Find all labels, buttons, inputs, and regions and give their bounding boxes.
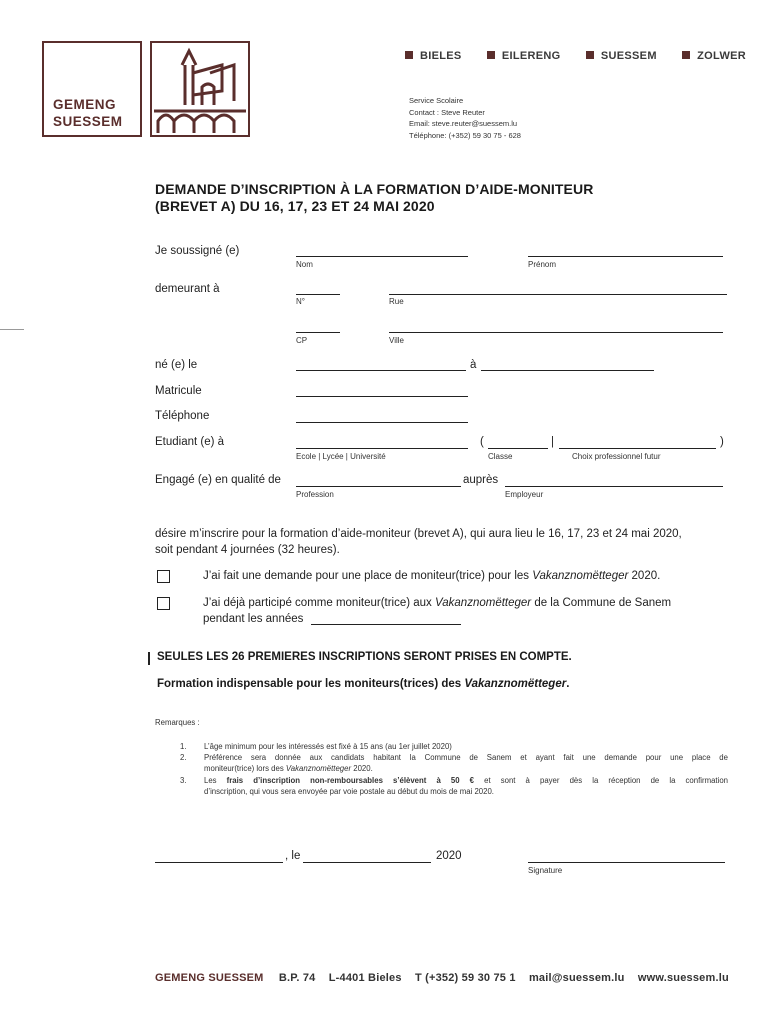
annees-field[interactable]	[311, 624, 461, 625]
classe-field[interactable]	[488, 448, 548, 449]
pipe-separator: |	[551, 436, 554, 448]
caption-classe: Classe	[488, 452, 513, 461]
contact-email: Email: steve.reuter@suessem.lu	[409, 119, 518, 128]
signature-field[interactable]	[528, 862, 725, 863]
check1-text	[203, 568, 660, 584]
remarque-num-3: 3.	[180, 776, 187, 785]
formation-post: .	[566, 678, 570, 690]
caption-prenom: Prénom	[528, 260, 557, 269]
lieu-naissance-field[interactable]	[481, 370, 654, 371]
profession-field[interactable]	[296, 486, 461, 487]
logo-text-line1: GEMENG	[53, 97, 117, 112]
remarques-label: Remarques :	[155, 718, 200, 727]
rue-field[interactable]	[389, 294, 727, 295]
village-eilereng: EILERENG	[501, 50, 561, 62]
contact-phone: Téléphone: (+352) 59 30 75 - 628	[409, 130, 521, 140]
square-bullet-icon	[682, 51, 690, 59]
footer-web: www.suessem.lu	[637, 972, 729, 984]
caption-nom: Nom	[296, 260, 313, 269]
formation-pre: Formation indispensable pour les moniteurs(trices) des	[157, 678, 465, 690]
paren-close: )	[720, 436, 724, 448]
remarque-1: L’âge minimum pour les intéressés est fixé à 15 ans (au 1er juillet 2020)	[204, 742, 452, 751]
remarque-3-bold: frais d’inscription non-remboursables s’élèvent à 50 €	[226, 776, 475, 785]
label-demeurant: demeurant à	[155, 283, 220, 295]
notice-formation	[157, 678, 569, 690]
lieu-signature-field[interactable]	[155, 862, 283, 863]
square-bullet-icon	[586, 51, 594, 59]
contact-service: Service Scolaire	[409, 96, 464, 105]
label-etudiant: Etudiant (e) à	[155, 436, 225, 448]
check2-line2: pendant les années	[203, 613, 304, 625]
contact-block	[409, 95, 521, 141]
label-a: à	[470, 359, 477, 371]
label-soussigne: Je soussigné (e)	[155, 245, 240, 257]
notice-seules: SEULES LES 26 PREMIERES INSCRIPTIONS SERONT PRISES EN COMPTE.	[157, 651, 572, 663]
title-line1: DEMANDE D’INSCRIPTION À LA FORMATION D’AIDE-MONITEUR	[155, 181, 594, 197]
square-bullet-icon	[487, 51, 495, 59]
numero-field[interactable]	[296, 294, 340, 295]
remarque-num-1: 1.	[180, 742, 187, 751]
caption-rue: Rue	[389, 297, 404, 306]
village-zolwer: ZOLWER	[697, 50, 747, 62]
village-bieles: BIELES	[420, 50, 462, 62]
caption-ville: Ville	[389, 336, 404, 345]
date-naissance-field[interactable]	[296, 370, 466, 371]
notice-bar	[148, 652, 150, 665]
footer-mail: mail@suessem.lu	[528, 972, 625, 984]
desire-line1: désire m’inscrire pour la formation d’aide-moniteur (brevet A), qui aura lieu le 16, 17, 23 et 24 mai 2020,	[155, 528, 682, 540]
margin-mark	[0, 329, 24, 330]
remarque-3-pre: Les	[204, 776, 227, 785]
label-matricule: Matricule	[155, 385, 202, 397]
caption-employeur: Employeur	[505, 490, 544, 499]
ecole-field[interactable]	[296, 448, 468, 449]
caption-profession: Profession	[296, 490, 334, 499]
remarque-2-pre: moniteur(trice) lors des	[204, 764, 286, 774]
remarque-2-post: 2020.	[351, 764, 373, 774]
label-engage: Engagé (e) en qualité de	[155, 474, 281, 486]
label-aupres: auprès	[463, 474, 499, 486]
caption-no: N°	[296, 297, 305, 306]
cp-field[interactable]	[296, 332, 340, 333]
footer-tel: T (+352) 59 30 75 1	[414, 972, 516, 984]
nom-field[interactable]	[296, 256, 468, 257]
remarque-2	[204, 752, 728, 774]
check2-post: de la Commune de Sanem	[531, 597, 672, 609]
square-bullet-icon	[405, 51, 413, 59]
village-suessem: SUESSEM	[600, 50, 657, 62]
remarque-2-line1: Préférence sera donnée aux candidats habitant la Commune de Sanem et ayant fait une demande pour une place de	[204, 753, 728, 762]
caption-cp: CP	[296, 336, 308, 345]
telephone-field[interactable]	[296, 422, 468, 423]
caption-signature: Signature	[528, 866, 563, 875]
label-ne: né (e) le	[155, 359, 198, 371]
check1-post: 2020.	[628, 570, 661, 582]
remarque-num-2: 2.	[180, 753, 187, 762]
check2-pre: J’ai déjà participé comme moniteur(trice) aux	[203, 597, 436, 609]
remarque-3-post: et sont à payer dès la réception de la confirmation	[474, 776, 728, 785]
document-title	[155, 181, 593, 215]
check1-em: Vakanznomëtteger	[532, 570, 629, 582]
label-year: 2020	[436, 850, 462, 862]
choix-field[interactable]	[559, 448, 716, 449]
remarque-3-line2: d’inscription, qui vous sera envoyée par voie postale au début du mois de mai 2020.	[204, 787, 494, 797]
footer	[155, 972, 729, 984]
date-signature-field[interactable]	[303, 862, 431, 863]
logo-emblem	[150, 41, 250, 137]
check1-pre: J’ai fait une demande pour une place de moniteur(trice) pour les	[203, 570, 533, 582]
checkbox-demande[interactable]	[157, 570, 170, 583]
caption-ecole: Ecole | Lycée | Université	[296, 452, 386, 461]
logo	[42, 41, 142, 137]
footer-bp: B.P. 74	[278, 972, 316, 984]
prenom-field[interactable]	[528, 256, 723, 257]
desire-paragraph	[155, 526, 682, 558]
check2-text	[203, 595, 671, 627]
remarque-3	[204, 775, 728, 797]
label-telephone: Téléphone	[155, 410, 210, 422]
checkbox-participe[interactable]	[157, 597, 170, 610]
employeur-field[interactable]	[505, 486, 723, 487]
logo-text-line2: SUESSEM	[53, 114, 123, 129]
ville-field[interactable]	[389, 332, 723, 333]
desire-line2: soit pendant 4 journées (32 heures).	[155, 544, 340, 556]
matricule-field[interactable]	[296, 396, 468, 397]
remarque-2-em: Vakanznomëtteger	[285, 764, 352, 774]
caption-choix: Choix professionnel futur	[572, 452, 661, 461]
paren-open: (	[480, 436, 484, 448]
label-comma-le: , le	[285, 850, 301, 862]
villages-list	[405, 50, 746, 62]
contact-person: Contact : Steve Reuter	[409, 107, 485, 117]
footer-city: L-4401 Bieles	[328, 972, 402, 984]
castle-bridge-icon	[152, 43, 248, 135]
footer-org: GEMENG SUESSEM	[155, 972, 264, 984]
formation-em: Vakanznomëtteger	[464, 678, 567, 690]
check2-em: Vakanznomëtteger	[435, 597, 532, 609]
title-line2: (BREVET A) DU 16, 17, 23 ET 24 MAI 2020	[155, 198, 435, 214]
